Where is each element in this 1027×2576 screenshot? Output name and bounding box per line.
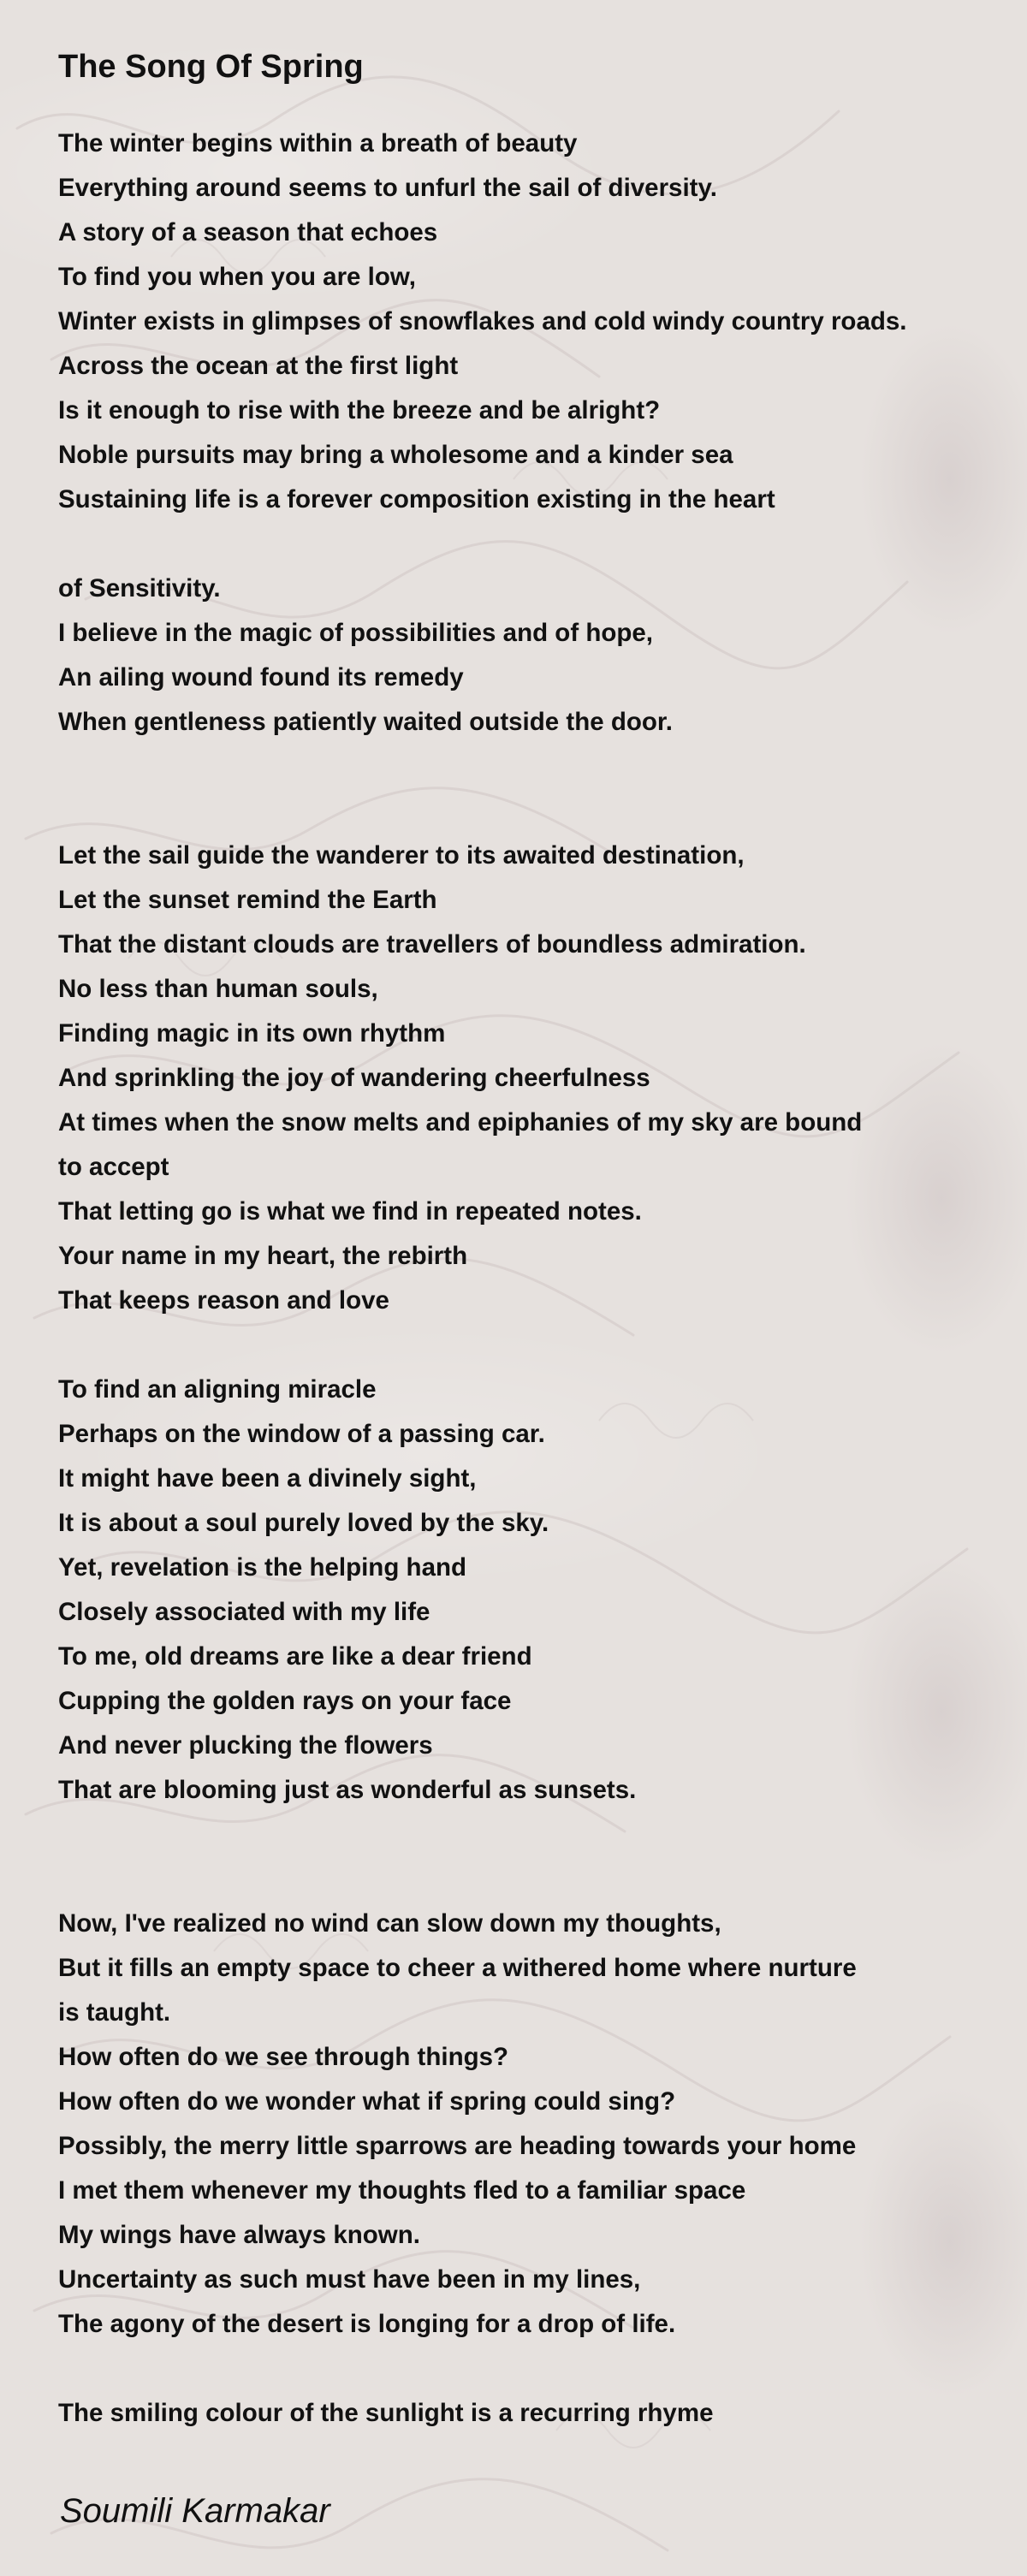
poem-line: That the distant clouds are travellers of boundless admiration. xyxy=(58,930,806,959)
poem-line: And never plucking the flowers xyxy=(58,1731,433,1760)
poem-line: Yet, revelation is the helping hand xyxy=(58,1553,467,1582)
poem-line: A story of a season that echoes xyxy=(58,218,438,246)
poem-line: The agony of the desert is longing for a drop of life. xyxy=(58,2310,676,2338)
poem-line: I met them whenever my thoughts fled to a familiar space xyxy=(58,2176,746,2205)
poem-line: Now, I've realized no wind can slow down my thoughts, xyxy=(58,1909,721,1938)
poem-line: The winter begins within a breath of beauty xyxy=(58,129,578,157)
poem-line: No less than human souls, xyxy=(58,975,378,1003)
poem-line: Finding magic in its own rhythm xyxy=(58,1019,446,1048)
poem-line: Noble pursuits may bring a wholesome and a kinder sea xyxy=(58,441,733,469)
poem-line: Cupping the golden rays on your face xyxy=(58,1687,512,1715)
poem-line: Closely associated with my life xyxy=(58,1598,430,1626)
stanza-break xyxy=(58,745,1008,834)
poem-line: But it fills an empty space to cheer a withered home where nurture xyxy=(58,1954,857,1982)
stanza-2 xyxy=(58,567,1008,745)
poem-line: Uncertainty as such must have been in my lines, xyxy=(58,2265,641,2294)
poem-line: Your name in my heart, the rebirth xyxy=(58,1242,468,1270)
poem-line: To me, old dreams are like a dear friend xyxy=(58,1642,532,1671)
poem-line: At times when the snow melts and epiphanies of my sky are bound xyxy=(58,1108,863,1137)
poem-line: Is it enough to rise with the breeze and be alright? xyxy=(58,396,661,424)
poem-line: How often do we see through things? xyxy=(58,2043,509,2071)
poem-line: The smiling colour of the sunlight is a recurring rhyme xyxy=(58,2399,714,2427)
stanza-break xyxy=(58,1813,1008,1902)
stanza-1 xyxy=(58,122,1008,522)
stanza-break xyxy=(58,2347,1008,2391)
poem-line: to accept xyxy=(58,1153,169,1181)
stanza-break xyxy=(58,522,1008,567)
poem xyxy=(58,43,1008,2436)
poem-line: Let the sunset remind the Earth xyxy=(58,886,437,914)
poem-line: That keeps reason and love xyxy=(58,1286,389,1315)
stanza-6 xyxy=(58,2391,1008,2436)
poem-line: Winter exists in glimpses of snowflakes and cold windy country roads. xyxy=(58,307,907,335)
poem-line: My wings have always known. xyxy=(58,2221,420,2249)
poem-line: And sprinkling the joy of wandering cheerfulness xyxy=(58,1064,650,1092)
poem-line: It might have been a divinely sight, xyxy=(58,1464,477,1493)
poem-line: To find you when you are low, xyxy=(58,263,416,291)
poem-line: of Sensitivity. xyxy=(58,574,221,602)
stanza-4 xyxy=(58,1368,1008,1813)
poem-line: How often do we wonder what if spring could sing? xyxy=(58,2087,676,2116)
poem-line: Let the sail guide the wanderer to its awaited destination, xyxy=(58,841,745,870)
poem-line: To find an aligning miracle xyxy=(58,1375,377,1404)
poem-line: Everything around seems to unfurl the sail of diversity. xyxy=(58,174,717,202)
poem-line: When gentleness patiently waited outside the door. xyxy=(58,708,673,736)
poem-line: is taught. xyxy=(58,1998,171,2027)
poem-title: The Song Of Spring xyxy=(58,49,364,85)
poem-line: Possibly, the merry little sparrows are heading towards your home xyxy=(58,2132,857,2160)
poem-line: That are blooming just as wonderful as sunsets. xyxy=(58,1776,637,1804)
poem-line: That letting go is what we find in repeated notes. xyxy=(58,1197,642,1226)
poem-line: An ailing wound found its remedy xyxy=(58,663,464,691)
stanza-5 xyxy=(58,1902,1008,2347)
poem-line: I believe in the magic of possibilities and of hope, xyxy=(58,619,654,647)
poem-author: Soumili Karmakar xyxy=(60,2492,330,2530)
poem-line: It is about a soul purely loved by the sky. xyxy=(58,1509,549,1537)
poem-line: Sustaining life is a forever composition existing in the heart xyxy=(58,485,775,513)
poem-line: Across the ocean at the first light xyxy=(58,352,459,380)
stanza-break xyxy=(58,1323,1008,1368)
poem-line: Perhaps on the window of a passing car. xyxy=(58,1420,545,1448)
stanza-3 xyxy=(58,834,1008,1323)
